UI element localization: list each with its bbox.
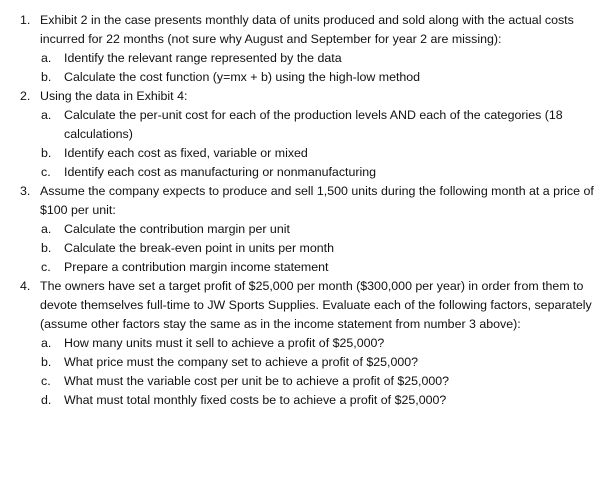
sub-question-1b	[20, 68, 600, 87]
sub-letter: b.	[41, 355, 52, 369]
sub-question-3b	[20, 239, 600, 258]
sub-question-1a	[20, 49, 600, 68]
question-body	[40, 182, 600, 220]
question-2	[20, 87, 600, 106]
sub-question-4a	[20, 334, 600, 353]
question-number: 3.	[20, 184, 31, 198]
question-text: Using the data in Exhibit 4:	[40, 89, 188, 103]
sub-letter: d.	[41, 393, 52, 407]
sub-question-3a	[20, 220, 600, 239]
sub-text: Calculate the break-even point in units per month	[64, 241, 334, 255]
sub-letter: b.	[41, 241, 52, 255]
sub-letter: a.	[41, 108, 52, 122]
sub-text: What price must the company set to achieve a profit of $25,000?	[64, 355, 419, 369]
question-4	[20, 277, 600, 334]
sub-letter: b.	[41, 146, 52, 160]
question-1	[20, 11, 600, 49]
sub-text: Calculate the cost function (y=mx + b) using the high-low method	[64, 70, 421, 84]
question-3	[20, 182, 600, 220]
sub-question-4b	[20, 353, 600, 372]
question-number: 2.	[20, 89, 31, 103]
question-number: 4.	[20, 279, 31, 293]
question-text: Assume the company expects to produce and sell 1,500 units during the following month at a price of $100 per unit:	[40, 184, 594, 217]
question-body	[40, 277, 600, 334]
sub-question-3c	[20, 258, 600, 277]
sub-text: What must total monthly fixed costs be to achieve a profit of $25,000?	[64, 393, 447, 407]
question-text: Exhibit 2 in the case presents monthly data of units produced and sold along with the actual costs incurred for 22 months (not sure why August and September for year 2 are missing):	[40, 13, 574, 46]
sub-text: Identify each cost as manufacturing or nonmanufacturing	[64, 165, 377, 179]
sub-letter: a.	[41, 336, 52, 350]
sub-letter: b.	[41, 70, 52, 84]
sub-text: What must the variable cost per unit be to achieve a profit of $25,000?	[64, 374, 450, 388]
sub-letter: c.	[41, 260, 51, 274]
sub-text: How many units must it sell to achieve a profit of $25,000?	[64, 336, 385, 350]
sub-question-4d	[20, 391, 600, 410]
sub-letter: a.	[41, 222, 52, 236]
sub-question-2c	[20, 163, 600, 182]
question-body	[40, 11, 600, 49]
sub-text: Calculate the per-unit cost for each of the production levels AND each of the categories (18 calculations)	[64, 108, 563, 141]
sub-question-2b	[20, 144, 600, 163]
sub-letter: c.	[41, 374, 51, 388]
sub-text: Calculate the contribution margin per unit	[64, 222, 290, 236]
sub-letter: a.	[41, 51, 52, 65]
sub-question-2a	[20, 106, 600, 144]
sub-text: Identify the relevant range represented by the data	[64, 51, 342, 65]
sub-question-4c	[20, 372, 600, 391]
sub-text: Prepare a contribution margin income statement	[64, 260, 329, 274]
question-text: The owners have set a target profit of $25,000 per month ($300,000 per year) in order from them to devote themselves full-time to JW Sports Supplies. Evaluate each of the following factors, separately (assume other factors stay the same as in the income statement from number 3 above):	[40, 279, 592, 331]
question-number: 1.	[20, 13, 31, 27]
sub-letter: c.	[41, 165, 51, 179]
sub-text: Identify each cost as fixed, variable or mixed	[64, 146, 308, 160]
question-body	[40, 87, 600, 106]
